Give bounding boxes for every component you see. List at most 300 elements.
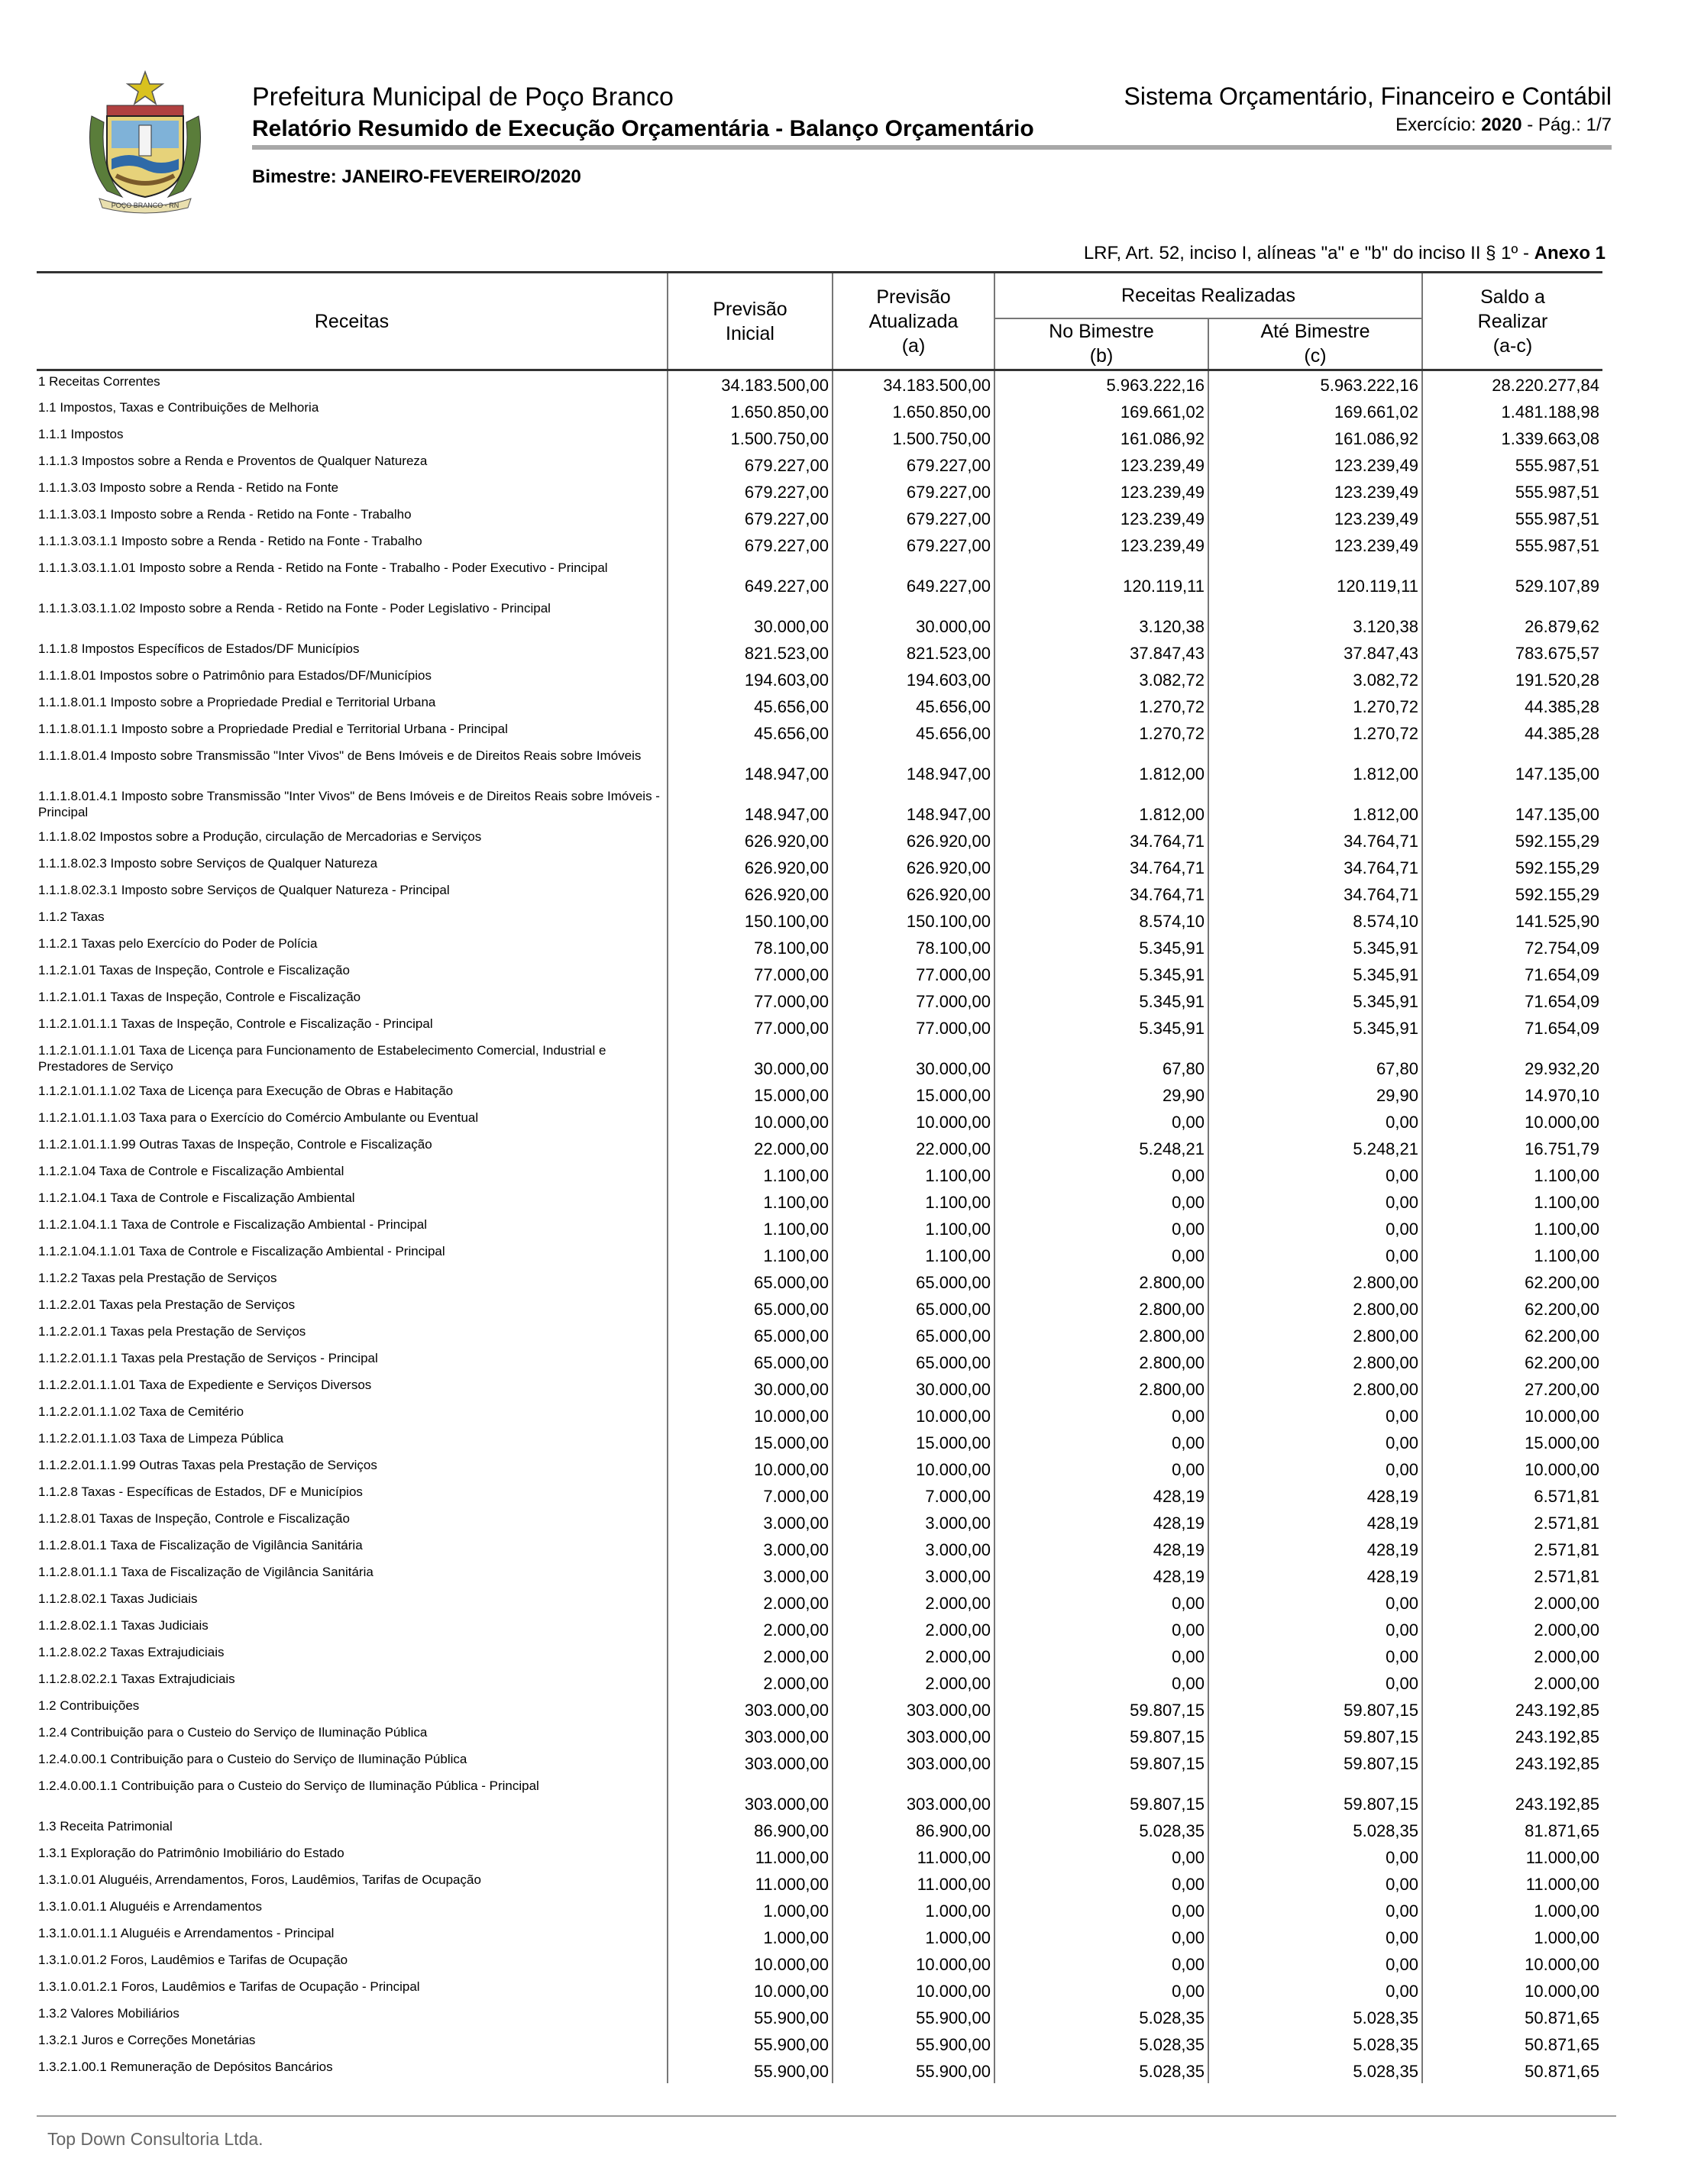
cell-no-bimestre: 8.574,10 (994, 906, 1208, 933)
cell-previsao-inicial: 303.000,00 (668, 1775, 833, 1816)
cell-receita-label: 1.1 Impostos, Taxas e Contribuições de Melhoria (38, 399, 319, 415)
cell-no-bimestre: 123.239,49 (994, 451, 1208, 477)
cell-ate-bimestre: 5.248,21 (1208, 1134, 1422, 1161)
table-row (37, 1950, 1602, 1976)
cell-ate-bimestre: 123.239,49 (1208, 451, 1422, 477)
exercicio-year: 2020 (1481, 115, 1522, 135)
cell-previsao-inicial: 15.000,00 (668, 1081, 833, 1107)
cell-previsao-inicial: 55.900,00 (668, 2003, 833, 2030)
cell-no-bimestre: 123.239,49 (994, 504, 1208, 531)
cell-previsao-atualizada: 303.000,00 (833, 1722, 994, 1749)
cell-previsao-inicial: 2.000,00 (668, 1669, 833, 1695)
cell-ate-bimestre: 34.764,71 (1208, 880, 1422, 906)
cell-previsao-atualizada: 55.900,00 (833, 2003, 994, 2030)
cell-previsao-inicial: 30.000,00 (668, 598, 833, 638)
cell-previsao-atualizada: 34.183.500,00 (833, 370, 994, 397)
cell-no-bimestre: 59.807,15 (994, 1775, 1208, 1816)
cell-saldo-a-realizar: 2.000,00 (1422, 1588, 1602, 1615)
table-row (37, 1241, 1602, 1268)
table-row (37, 1013, 1602, 1040)
cell-previsao-inicial: 2.000,00 (668, 1588, 833, 1615)
cell-receita-label: 1.1.2.1.01 Taxas de Inspeção, Controle e Fiscalização (38, 962, 350, 977)
cell-previsao-atualizada: 30.000,00 (833, 1040, 994, 1081)
cell-receita-label: 1.1.2.8.01.1.1 Taxa de Fiscalização de Vigilância Sanitária (38, 1564, 373, 1579)
col-header-ate-bimestre: Até Bimestre (c) (1208, 318, 1422, 370)
cell-previsao-inicial: 626.920,00 (668, 880, 833, 906)
table-row (37, 1187, 1602, 1214)
cell-previsao-inicial: 65.000,00 (668, 1294, 833, 1321)
cell-ate-bimestre: 3.082,72 (1208, 665, 1422, 692)
table-row (37, 1588, 1602, 1615)
cell-receita-label: 1.1.2.8.01 Taxas de Inspeção, Controle e Fiscalização (38, 1510, 350, 1526)
cell-previsao-atualizada: 1.000,00 (833, 1896, 994, 1923)
cell-previsao-atualizada: 3.000,00 (833, 1562, 994, 1588)
cell-previsao-atualizada: 1.100,00 (833, 1241, 994, 1268)
anexo-label: Anexo 1 (1534, 243, 1606, 263)
cell-ate-bimestre: 0,00 (1208, 1976, 1422, 2003)
cell-saldo-a-realizar: 783.675,57 (1422, 638, 1602, 665)
cell-saldo-a-realizar: 1.100,00 (1422, 1214, 1602, 1241)
cell-previsao-atualizada: 1.100,00 (833, 1214, 994, 1241)
table-row (37, 1749, 1602, 1775)
cell-ate-bimestre: 0,00 (1208, 1401, 1422, 1428)
table-row (37, 1481, 1602, 1508)
cell-no-bimestre: 37.847,43 (994, 638, 1208, 665)
cell-previsao-atualizada: 626.920,00 (833, 880, 994, 906)
cell-previsao-inicial: 77.000,00 (668, 987, 833, 1013)
cell-no-bimestre: 2.800,00 (994, 1375, 1208, 1401)
cell-ate-bimestre: 0,00 (1208, 1588, 1422, 1615)
cell-ate-bimestre: 0,00 (1208, 1642, 1422, 1669)
cell-previsao-inicial: 679.227,00 (668, 531, 833, 557)
report-subtitle: Relatório Resumido de Execução Orçamentária - Balanço Orçamentário (252, 116, 1034, 141)
cell-previsao-atualizada: 15.000,00 (833, 1081, 994, 1107)
cell-previsao-atualizada: 77.000,00 (833, 1013, 994, 1040)
cell-no-bimestre: 1.270,72 (994, 692, 1208, 719)
cell-previsao-inicial: 1.100,00 (668, 1214, 833, 1241)
table-row (37, 477, 1602, 504)
cell-receita-label: 1.3.1.0.01 Aluguéis, Arrendamentos, Foros, Laudêmios, Tarifas de Ocupação (38, 1872, 481, 1887)
cell-saldo-a-realizar: 50.871,65 (1422, 2003, 1602, 2030)
table-row (37, 1816, 1602, 1843)
cell-previsao-inicial: 55.900,00 (668, 2056, 833, 2083)
cell-previsao-atualizada: 626.920,00 (833, 826, 994, 853)
cell-previsao-inicial: 1.500.750,00 (668, 424, 833, 451)
cell-ate-bimestre: 2.800,00 (1208, 1268, 1422, 1294)
cell-saldo-a-realizar: 29.932,20 (1422, 1040, 1602, 1081)
cell-previsao-inicial: 679.227,00 (668, 504, 833, 531)
cell-saldo-a-realizar: 81.871,65 (1422, 1816, 1602, 1843)
cell-receita-label: 1.1.2.1.04.1.1 Taxa de Controle e Fiscalização Ambiental - Principal (38, 1216, 428, 1232)
cell-ate-bimestre: 67,80 (1208, 1040, 1422, 1081)
cell-previsao-inicial: 303.000,00 (668, 1722, 833, 1749)
cell-no-bimestre: 120.119,11 (994, 557, 1208, 598)
cell-previsao-atualizada: 10.000,00 (833, 1107, 994, 1134)
cell-saldo-a-realizar: 2.000,00 (1422, 1642, 1602, 1669)
cell-saldo-a-realizar: 26.879,62 (1422, 598, 1602, 638)
cell-ate-bimestre: 5.345,91 (1208, 987, 1422, 1013)
cell-ate-bimestre: 0,00 (1208, 1869, 1422, 1896)
cell-no-bimestre: 34.764,71 (994, 826, 1208, 853)
cell-previsao-inicial: 15.000,00 (668, 1428, 833, 1455)
cell-ate-bimestre: 0,00 (1208, 1187, 1422, 1214)
cell-previsao-atualizada: 10.000,00 (833, 1950, 994, 1976)
cell-previsao-inicial: 679.227,00 (668, 451, 833, 477)
cell-no-bimestre: 0,00 (994, 1161, 1208, 1187)
cell-no-bimestre: 0,00 (994, 1843, 1208, 1869)
table-row (37, 1348, 1602, 1375)
cell-no-bimestre: 2.800,00 (994, 1294, 1208, 1321)
cell-saldo-a-realizar: 62.200,00 (1422, 1321, 1602, 1348)
cell-no-bimestre: 0,00 (994, 1923, 1208, 1950)
cell-previsao-atualizada: 10.000,00 (833, 1976, 994, 2003)
cell-previsao-atualizada: 55.900,00 (833, 2056, 994, 2083)
cell-previsao-inicial: 148.947,00 (668, 745, 833, 786)
cell-previsao-atualizada: 194.603,00 (833, 665, 994, 692)
cell-no-bimestre: 0,00 (994, 1241, 1208, 1268)
cell-previsao-inicial: 77.000,00 (668, 1013, 833, 1040)
cell-previsao-inicial: 679.227,00 (668, 477, 833, 504)
cell-no-bimestre: 1.812,00 (994, 745, 1208, 786)
table-row (37, 853, 1602, 880)
table-row (37, 1923, 1602, 1950)
cell-saldo-a-realizar: 555.987,51 (1422, 504, 1602, 531)
cell-previsao-inicial: 2.000,00 (668, 1615, 833, 1642)
table-row (37, 906, 1602, 933)
cell-saldo-a-realizar: 71.654,09 (1422, 1013, 1602, 1040)
table-row (37, 692, 1602, 719)
cell-previsao-inicial: 77.000,00 (668, 960, 833, 987)
cell-receita-label: 1.1.2.2.01 Taxas pela Prestação de Serviços (38, 1297, 296, 1312)
cell-previsao-atualizada: 1.000,00 (833, 1923, 994, 1950)
cell-receita-label: 1.1.1.8.02.3 Imposto sobre Serviços de Qualquer Natureza (38, 855, 378, 871)
cell-receita-label: 1.1.2.2.01.1 Taxas pela Prestação de Serviços (38, 1323, 306, 1339)
table-row (37, 451, 1602, 477)
cell-saldo-a-realizar: 62.200,00 (1422, 1294, 1602, 1321)
system-name: Sistema Orçamentário, Financeiro e Contábil (1124, 82, 1612, 110)
cell-ate-bimestre: 1.270,72 (1208, 719, 1422, 745)
cell-previsao-inicial: 55.900,00 (668, 2030, 833, 2056)
cell-previsao-atualizada: 303.000,00 (833, 1775, 994, 1816)
table-row (37, 531, 1602, 557)
cell-previsao-inicial: 3.000,00 (668, 1562, 833, 1588)
cell-receita-label: 1.1.2.1 Taxas pelo Exercício do Poder de Polícia (38, 935, 318, 951)
cell-saldo-a-realizar: 15.000,00 (1422, 1428, 1602, 1455)
cell-no-bimestre: 1.270,72 (994, 719, 1208, 745)
cell-previsao-atualizada: 86.900,00 (833, 1816, 994, 1843)
cell-saldo-a-realizar: 592.155,29 (1422, 826, 1602, 853)
cell-ate-bimestre: 5.028,35 (1208, 2003, 1422, 2030)
table-row (37, 1669, 1602, 1695)
cell-receita-label: 1.1.1.8 Impostos Específicos de Estados/DF Municípios (38, 641, 360, 656)
cell-saldo-a-realizar: 147.135,00 (1422, 745, 1602, 786)
cell-no-bimestre: 0,00 (994, 1588, 1208, 1615)
cell-ate-bimestre: 428,19 (1208, 1562, 1422, 1588)
cell-previsao-atualizada: 65.000,00 (833, 1348, 994, 1375)
cell-no-bimestre: 2.800,00 (994, 1348, 1208, 1375)
cell-no-bimestre: 0,00 (994, 1455, 1208, 1481)
cell-saldo-a-realizar: 14.970,10 (1422, 1081, 1602, 1107)
cell-receita-label: 1.1.1.3 Impostos sobre a Renda e Proventos de Qualquer Natureza (38, 453, 428, 468)
cell-no-bimestre: 123.239,49 (994, 531, 1208, 557)
cell-saldo-a-realizar: 10.000,00 (1422, 1950, 1602, 1976)
cell-previsao-atualizada: 30.000,00 (833, 1375, 994, 1401)
cell-saldo-a-realizar: 71.654,09 (1422, 960, 1602, 987)
cell-receita-label: 1.3.2 Valores Mobiliários (38, 2005, 179, 2021)
cell-no-bimestre: 59.807,15 (994, 1749, 1208, 1775)
table-row (37, 1976, 1602, 2003)
cell-receita-label: 1.1.2.1.01.1 Taxas de Inspeção, Controle e Fiscalização (38, 989, 361, 1004)
cell-ate-bimestre: 59.807,15 (1208, 1749, 1422, 1775)
cell-no-bimestre: 3.082,72 (994, 665, 1208, 692)
cell-receita-label: 1.1.2.8.02.2 Taxas Extrajudiciais (38, 1644, 225, 1659)
cell-previsao-inicial: 626.920,00 (668, 826, 833, 853)
table-row (37, 638, 1602, 665)
cell-ate-bimestre: 428,19 (1208, 1481, 1422, 1508)
cell-saldo-a-realizar: 2.000,00 (1422, 1615, 1602, 1642)
cell-previsao-inicial: 194.603,00 (668, 665, 833, 692)
cell-previsao-atualizada: 303.000,00 (833, 1749, 994, 1775)
cell-previsao-atualizada: 65.000,00 (833, 1294, 994, 1321)
cell-receita-label: 1.1.1.8.01.4.1 Imposto sobre Transmissão "Inter Vivos" de Bens Imóveis e de Direitos Reais sobre Imóveis - Principal (38, 788, 660, 819)
cell-receita-label: 1.1.2.8.01.1 Taxa de Fiscalização de Vigilância Sanitária (38, 1537, 363, 1552)
cell-saldo-a-realizar: 1.000,00 (1422, 1896, 1602, 1923)
footer-divider (37, 2115, 1616, 2117)
cell-receita-label: 1.1.2.1.01.1.1.02 Taxa de Licença para Execução de Obras e Habitação (38, 1083, 454, 1098)
col-header-receitas-realizadas: Receitas Realizadas (994, 273, 1422, 318)
cell-receita-label: 1.1.2.2.01.1.1.01 Taxa de Expediente e Serviços Diversos (38, 1377, 372, 1392)
cell-saldo-a-realizar: 243.192,85 (1422, 1749, 1602, 1775)
cell-receita-label: 1.1.2.8.02.2.1 Taxas Extrajudiciais (38, 1671, 235, 1686)
cell-receita-label: 1.3.1 Exploração do Patrimônio Imobiliário do Estado (38, 1845, 344, 1860)
municipal-coat-of-arms-logo (76, 69, 214, 214)
cell-no-bimestre: 0,00 (994, 1669, 1208, 1695)
cell-saldo-a-realizar: 10.000,00 (1422, 1107, 1602, 1134)
cell-previsao-atualizada: 150.100,00 (833, 906, 994, 933)
table-row (37, 933, 1602, 960)
cell-no-bimestre: 0,00 (994, 1214, 1208, 1241)
cell-saldo-a-realizar: 243.192,85 (1422, 1722, 1602, 1749)
col-header-receitas: Receitas (37, 273, 668, 370)
cell-previsao-atualizada: 679.227,00 (833, 477, 994, 504)
cell-ate-bimestre: 5.028,35 (1208, 2056, 1422, 2083)
cell-no-bimestre: 428,19 (994, 1508, 1208, 1535)
cell-previsao-inicial: 10.000,00 (668, 1455, 833, 1481)
cell-saldo-a-realizar: 1.339.663,08 (1422, 424, 1602, 451)
cell-no-bimestre: 0,00 (994, 1401, 1208, 1428)
cell-receita-label: 1.1.2.1.01.1.1.99 Outras Taxas de Inspeção, Controle e Fiscalização (38, 1136, 432, 1152)
cell-ate-bimestre: 5.345,91 (1208, 960, 1422, 987)
cell-ate-bimestre: 34.764,71 (1208, 853, 1422, 880)
cell-no-bimestre: 161.086,92 (994, 424, 1208, 451)
cell-previsao-atualizada: 10.000,00 (833, 1455, 994, 1481)
cell-receita-label: 1.3.1.0.01.2.1 Foros, Laudêmios e Tarifas de Ocupação - Principal (38, 1979, 420, 1994)
cell-previsao-atualizada: 7.000,00 (833, 1481, 994, 1508)
cell-ate-bimestre: 2.800,00 (1208, 1375, 1422, 1401)
cell-previsao-inicial: 3.000,00 (668, 1535, 833, 1562)
cell-no-bimestre: 0,00 (994, 1428, 1208, 1455)
cell-saldo-a-realizar: 50.871,65 (1422, 2056, 1602, 2083)
table-row (37, 1294, 1602, 1321)
cell-previsao-inicial: 65.000,00 (668, 1321, 833, 1348)
cell-receita-label: 1.1.2.2.01.1.1.99 Outras Taxas pela Prestação de Serviços (38, 1457, 377, 1472)
table-row (37, 1428, 1602, 1455)
cell-previsao-atualizada: 679.227,00 (833, 451, 994, 477)
cell-previsao-atualizada: 11.000,00 (833, 1869, 994, 1896)
cell-previsao-inicial: 303.000,00 (668, 1749, 833, 1775)
bimestre-label: Bimestre: JANEIRO-FEVEREIRO/2020 (252, 166, 581, 187)
cell-previsao-inicial: 10.000,00 (668, 1950, 833, 1976)
cell-previsao-inicial: 45.656,00 (668, 719, 833, 745)
cell-no-bimestre: 428,19 (994, 1481, 1208, 1508)
table-row (37, 1375, 1602, 1401)
cell-receita-label: 1.1.2.1.01.1.1 Taxas de Inspeção, Controle e Fiscalização - Principal (38, 1016, 433, 1031)
cell-saldo-a-realizar: 555.987,51 (1422, 477, 1602, 504)
cell-previsao-atualizada: 2.000,00 (833, 1642, 994, 1669)
cell-ate-bimestre: 2.800,00 (1208, 1348, 1422, 1375)
cell-saldo-a-realizar: 592.155,29 (1422, 853, 1602, 880)
cell-receita-label: 1.3.1.0.01.2 Foros, Laudêmios e Tarifas de Ocupação (38, 1952, 348, 1967)
cell-receita-label: 1.1.1 Impostos (38, 426, 124, 441)
cell-ate-bimestre: 123.239,49 (1208, 477, 1422, 504)
cell-receita-label: 1.1.2.2.01.1.1.03 Taxa de Limpeza Pública (38, 1430, 284, 1446)
cell-previsao-inicial: 821.523,00 (668, 638, 833, 665)
table-row (37, 826, 1602, 853)
cell-ate-bimestre: 59.807,15 (1208, 1722, 1422, 1749)
logo-seal-text: POÇO BRANCO - RN (111, 202, 179, 209)
cell-receita-label: 1.2.4 Contribuição para o Custeio do Serviço de Iluminação Pública (38, 1724, 428, 1740)
cell-saldo-a-realizar: 2.571,81 (1422, 1508, 1602, 1535)
cell-saldo-a-realizar: 141.525,90 (1422, 906, 1602, 933)
cell-previsao-atualizada: 2.000,00 (833, 1669, 994, 1695)
table-row (37, 1214, 1602, 1241)
cell-saldo-a-realizar: 191.520,28 (1422, 665, 1602, 692)
cell-saldo-a-realizar: 28.220.277,84 (1422, 370, 1602, 397)
cell-previsao-inicial: 78.100,00 (668, 933, 833, 960)
cell-previsao-inicial: 3.000,00 (668, 1508, 833, 1535)
cell-ate-bimestre: 0,00 (1208, 1161, 1422, 1187)
cell-previsao-inicial: 148.947,00 (668, 786, 833, 826)
cell-receita-label: 1.2 Contribuições (38, 1698, 140, 1713)
cell-saldo-a-realizar: 1.000,00 (1422, 1923, 1602, 1950)
cell-no-bimestre: 29,90 (994, 1081, 1208, 1107)
table-row (37, 665, 1602, 692)
cell-receita-label: 1.1.2.8.02.1.1 Taxas Judiciais (38, 1617, 209, 1633)
cell-saldo-a-realizar: 10.000,00 (1422, 1976, 1602, 2003)
cell-previsao-inicial: 11.000,00 (668, 1843, 833, 1869)
cell-saldo-a-realizar: 62.200,00 (1422, 1268, 1602, 1294)
cell-ate-bimestre: 0,00 (1208, 1615, 1422, 1642)
cell-receita-label: 1.3.2.1 Juros e Correções Monetárias (38, 2032, 256, 2047)
cell-previsao-atualizada: 2.000,00 (833, 1588, 994, 1615)
cell-receita-label: 1.1.1.3.03.1.1 Imposto sobre a Renda - Retido na Fonte - Trabalho (38, 533, 422, 548)
cell-ate-bimestre: 2.800,00 (1208, 1294, 1422, 1321)
cell-saldo-a-realizar: 147.135,00 (1422, 786, 1602, 826)
cell-ate-bimestre: 1.812,00 (1208, 786, 1422, 826)
table-row (37, 1134, 1602, 1161)
table-row (37, 1107, 1602, 1134)
cell-ate-bimestre: 5.345,91 (1208, 1013, 1422, 1040)
cell-ate-bimestre: 5.028,35 (1208, 1816, 1422, 1843)
cell-ate-bimestre: 2.800,00 (1208, 1321, 1422, 1348)
cell-no-bimestre: 59.807,15 (994, 1695, 1208, 1722)
table-row (37, 960, 1602, 987)
cell-ate-bimestre: 0,00 (1208, 1241, 1422, 1268)
cell-receita-label: 1.1.2.1.01.1.1.03 Taxa para o Exercício do Comércio Ambulante ou Eventual (38, 1110, 479, 1125)
cell-no-bimestre: 0,00 (994, 1950, 1208, 1976)
page-title: Prefeitura Municipal de Poço Branco (252, 82, 674, 111)
cell-ate-bimestre: 0,00 (1208, 1669, 1422, 1695)
cell-no-bimestre: 67,80 (994, 1040, 1208, 1081)
cell-previsao-atualizada: 65.000,00 (833, 1268, 994, 1294)
cell-previsao-inicial: 11.000,00 (668, 1869, 833, 1896)
cell-saldo-a-realizar: 27.200,00 (1422, 1375, 1602, 1401)
cell-ate-bimestre: 0,00 (1208, 1896, 1422, 1923)
cell-previsao-inicial: 1.100,00 (668, 1241, 833, 1268)
table-row (37, 1695, 1602, 1722)
cell-previsao-inicial: 7.000,00 (668, 1481, 833, 1508)
table-row (37, 1722, 1602, 1749)
exercicio-info (1395, 115, 1612, 136)
cell-receita-label: 1.3.1.0.01.1.1 Aluguéis e Arrendamentos - Principal (38, 1925, 335, 1940)
cell-ate-bimestre: 8.574,10 (1208, 906, 1422, 933)
cell-no-bimestre: 5.345,91 (994, 1013, 1208, 1040)
cell-previsao-atualizada: 10.000,00 (833, 1401, 994, 1428)
cell-ate-bimestre: 0,00 (1208, 1843, 1422, 1869)
table-row (37, 987, 1602, 1013)
table-row (37, 1161, 1602, 1187)
cell-receita-label: 1 Receitas Correntes (38, 374, 160, 389)
cell-no-bimestre: 5.028,35 (994, 2056, 1208, 2083)
table-row (37, 1401, 1602, 1428)
cell-saldo-a-realizar: 555.987,51 (1422, 531, 1602, 557)
cell-previsao-atualizada: 1.650.850,00 (833, 397, 994, 424)
cell-receita-label: 1.1.2.1.04 Taxa de Controle e Fiscalização Ambiental (38, 1163, 344, 1178)
cell-previsao-atualizada: 15.000,00 (833, 1428, 994, 1455)
table-body (37, 370, 1602, 2083)
cell-ate-bimestre: 59.807,15 (1208, 1775, 1422, 1816)
cell-previsao-atualizada: 78.100,00 (833, 933, 994, 960)
cell-ate-bimestre: 0,00 (1208, 1950, 1422, 1976)
cell-no-bimestre: 428,19 (994, 1535, 1208, 1562)
table-row (37, 1562, 1602, 1588)
lrf-text: LRF, Art. 52, inciso I, alíneas "a" e "b" do inciso II § 1º - (1083, 243, 1529, 263)
table-row (37, 397, 1602, 424)
cell-ate-bimestre: 0,00 (1208, 1214, 1422, 1241)
cell-saldo-a-realizar: 2.571,81 (1422, 1562, 1602, 1588)
cell-receita-label: 1.1.2 Taxas (38, 909, 105, 924)
cell-saldo-a-realizar: 44.385,28 (1422, 692, 1602, 719)
cell-previsao-atualizada: 11.000,00 (833, 1843, 994, 1869)
cell-no-bimestre: 5.248,21 (994, 1134, 1208, 1161)
table-row (37, 2030, 1602, 2056)
cell-receita-label: 1.1.1.8.01.4 Imposto sobre Transmissão "Inter Vivos" de Bens Imóveis e de Direitos Reais sobre Imóveis (38, 748, 642, 763)
cell-previsao-atualizada: 626.920,00 (833, 853, 994, 880)
cell-previsao-inicial: 649.227,00 (668, 557, 833, 598)
cell-no-bimestre: 5.345,91 (994, 933, 1208, 960)
cell-ate-bimestre: 169.661,02 (1208, 397, 1422, 424)
table-row (37, 1268, 1602, 1294)
cell-previsao-atualizada: 1.100,00 (833, 1161, 994, 1187)
header-divider (252, 145, 1612, 150)
cell-ate-bimestre: 0,00 (1208, 1455, 1422, 1481)
cell-ate-bimestre: 3.120,38 (1208, 598, 1422, 638)
cell-previsao-atualizada: 3.000,00 (833, 1508, 994, 1535)
cell-saldo-a-realizar: 6.571,81 (1422, 1481, 1602, 1508)
cell-previsao-inicial: 1.000,00 (668, 1896, 833, 1923)
cell-saldo-a-realizar: 529.107,89 (1422, 557, 1602, 598)
cell-receita-label: 1.1.2.1.01.1.1.01 Taxa de Licença para Funcionamento de Estabelecimento Comercial, Industrial e Prestadores de Serviço (38, 1042, 606, 1074)
